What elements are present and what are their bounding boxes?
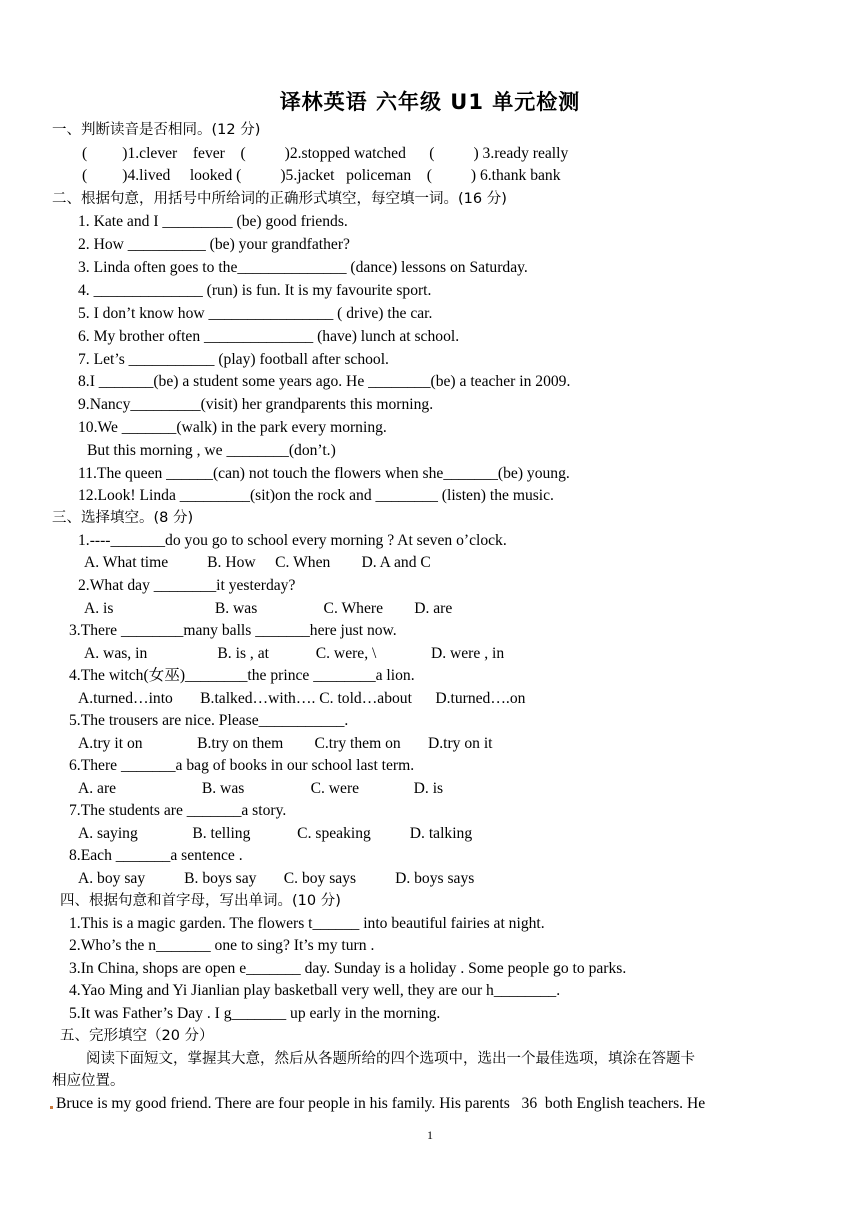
text-line: 3. Linda often goes to the______________ (dance) lessons on Saturday.: [78, 259, 528, 276]
text-line: 3.In China, shops are open e_______ day. Sunday is a holiday . Some people go to parks.: [69, 960, 627, 977]
text-line: 5.The trousers are nice. Please___________.: [69, 712, 349, 729]
text-line: But this morning , we ________(don’t.): [87, 442, 336, 459]
text-line: ( )4.lived looked ( )5.jacket policeman ( ) 6.thank bank: [82, 167, 561, 184]
text-line: 4.Yao Ming and Yi Jianlian play basketball very well, they are our h________.: [69, 982, 561, 999]
text-line: 1.----_______do you go to school every morning ? At seven o’clock.: [78, 532, 507, 549]
text-line: 8.I _______(be) a student some years ago. He ________(be) a teacher in 2009.: [78, 373, 571, 390]
text-line: A.turned…into B.talked…with…. C. told…about D.turned….on: [78, 690, 526, 707]
text-line: 2. How __________ (be) your grandfather?: [78, 236, 350, 253]
text-line: A. boy say B. boys say C. boy says D. boys says: [78, 870, 475, 887]
document-title: 译林英语 六年级 U1 单元检测: [279, 90, 581, 114]
text-line: A. was, in B. is , at C. were, \ D. were , in: [84, 645, 505, 662]
text-line: 9.Nancy_________(visit) her grandparents this morning.: [78, 396, 434, 413]
text-line: 4. ______________ (run) is fun. It is my favourite sport.: [78, 282, 432, 299]
text-line: 5.It was Father’s Day . I g_______ up early in the morning.: [69, 1005, 441, 1022]
section-heading: 一、判断读音是否相同。(12 分): [52, 122, 261, 138]
text-line: A. are B. was C. were D. is: [78, 780, 444, 797]
text-line: 7.The students are _______a story.: [69, 802, 287, 819]
text-line: A.try it on B.try on them C.try them on D.try on it: [78, 735, 493, 752]
text-line: 相应位置。: [52, 1073, 125, 1089]
text-line: Bruce is my good friend. There are four people in his family. His parents 36 both English teachers. He: [56, 1095, 706, 1112]
text-line: 2.What day ________it yesterday?: [78, 577, 296, 594]
section-heading: 五、完形填空（20 分）: [60, 1028, 214, 1044]
text-line: 6. My brother often ______________ (have) lunch at school.: [78, 328, 460, 345]
text-line: 7. Let’s ___________ (play) football after school.: [78, 351, 389, 368]
text-line: 8.Each _______a sentence .: [69, 847, 243, 864]
text-line: 6.There _______a bag of books in our school last term.: [69, 757, 415, 774]
text-line: 阅读下面短文，掌握其大意，然后从各题所给的四个选项中，选出一个最佳选项，填涂在答题卡: [86, 1051, 695, 1067]
margin-mark: [50, 1106, 53, 1109]
text-line: 10.We _______(walk) in the park every morning.: [78, 419, 387, 436]
text-line: 12.Look! Linda _________(sit)on the rock and ________ (listen) the music.: [78, 487, 554, 504]
text-line: 2.Who’s the n_______ one to sing? It’s my turn .: [69, 937, 375, 954]
section-heading: 四、根据句意和首字母，写出单词。(10 分): [60, 893, 341, 909]
text-line: 1.This is a magic garden. The flowers t______ into beautiful fairies at night.: [69, 915, 545, 932]
text-line: 1. Kate and I _________ (be) good friends.: [78, 213, 348, 230]
text-line: 4.The witch(女巫)________the prince ________a lion.: [69, 667, 415, 684]
text-line: A. What time B. How C. When D. A and C: [84, 554, 431, 571]
page-number: 1: [427, 1128, 433, 1142]
text-line: 11.The queen ______(can) not touch the flowers when she_______(be) young.: [78, 465, 570, 482]
text-line: A. is B. was C. Where D. are: [84, 600, 453, 617]
text-line: 5. I don’t know how ________________ ( drive) the car.: [78, 305, 433, 322]
text-line: A. saying B. telling C. speaking D. talking: [78, 825, 473, 842]
section-heading: 三、选择填空。(8 分): [52, 510, 194, 526]
text-line: 3.There ________many balls _______here just now.: [69, 622, 397, 639]
text-line: ( )1.clever fever ( )2.stopped watched ( ) 3.ready really: [82, 145, 569, 162]
section-heading: 二、根据句意，用括号中所给词的正确形式填空，每空填一词。(16 分): [52, 191, 507, 207]
